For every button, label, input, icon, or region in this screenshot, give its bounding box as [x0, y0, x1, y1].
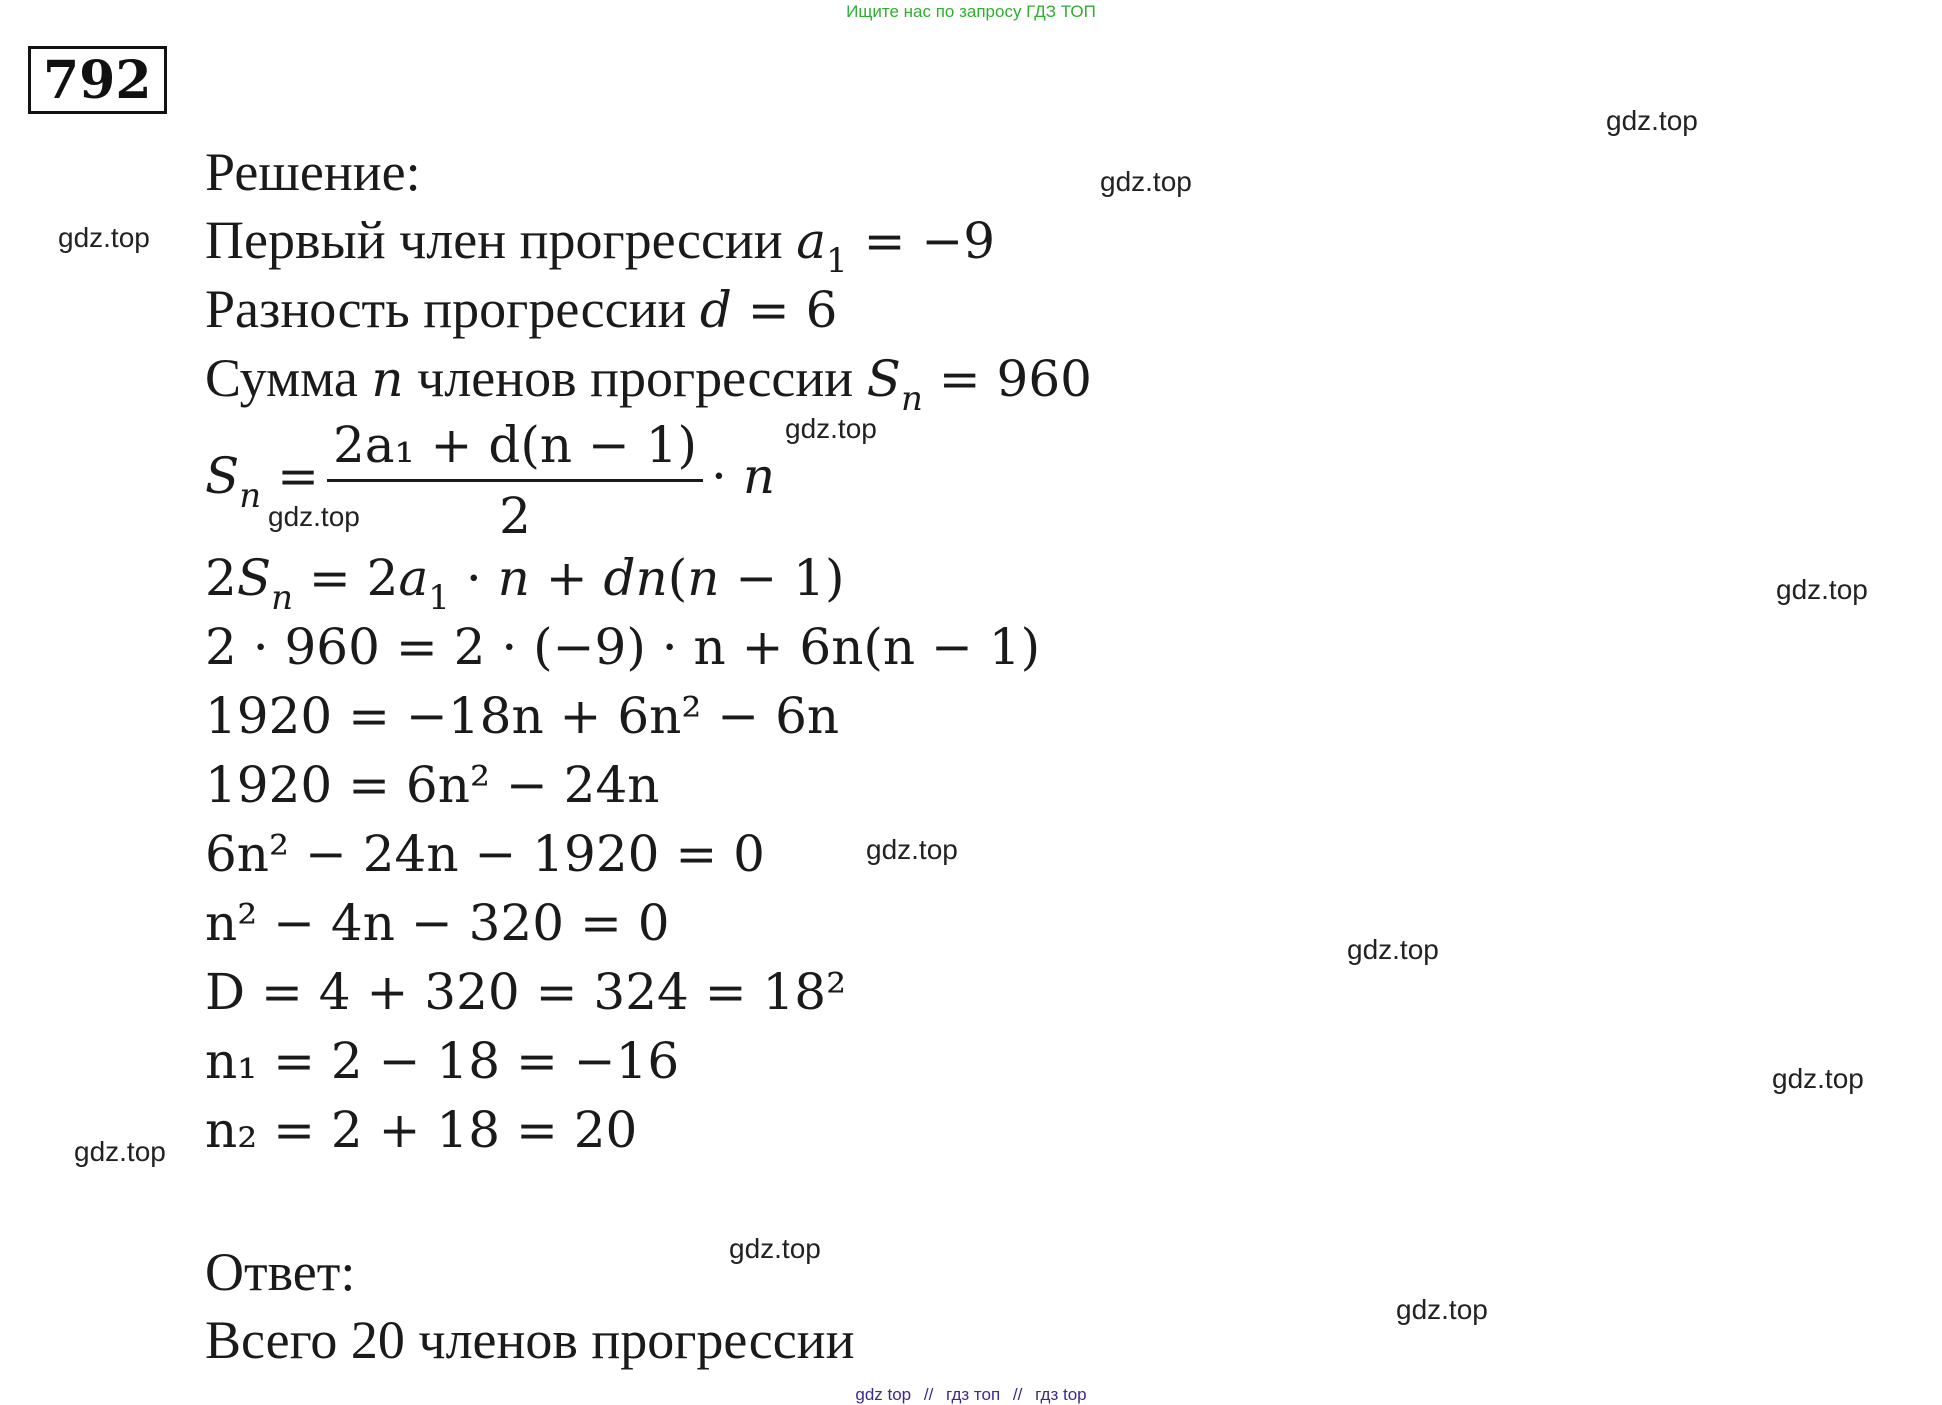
given-first-term-label: Первый член прогрессии: [205, 210, 797, 270]
problem-number-badge: 792: [28, 46, 167, 114]
watermark: gdz.top: [1606, 105, 1698, 136]
footer-link[interactable]: gdz top: [855, 1385, 912, 1404]
equation-expanded: 1920 = −18n + 6n² − 6n: [205, 687, 840, 745]
given-sum-label-a: Сумма: [205, 348, 372, 408]
footer-separator: //: [1012, 1385, 1023, 1404]
fraction-numerator: 2a₁ + d(n − 1): [332, 416, 698, 474]
equation-simplified: 1920 = 6n² − 24n: [205, 756, 660, 814]
footer-link[interactable]: гдз top: [1035, 1385, 1087, 1404]
equation-quadratic: 6n² − 24n − 1920 = 0: [205, 825, 765, 883]
sn-value: 960: [996, 350, 1092, 408]
watermark: gdz.top: [1772, 1063, 1864, 1094]
given-difference-label: Разность прогрессии: [205, 279, 700, 339]
watermark: gdz.top: [1100, 166, 1192, 197]
answer-text: Всего 20 членов прогрессии: [205, 1310, 855, 1370]
equation-substituted: 2 · 960 = 2 · (−9) · n + 6n(n − 1): [205, 618, 1041, 676]
solution-heading: Решение:: [205, 142, 421, 202]
root-n1: n₁ = 2 − 18 = −16: [205, 1032, 680, 1090]
given-first-term: Первый член прогрессии $a_1 = -9$: [205, 210, 996, 281]
d-value: 6: [805, 281, 838, 339]
equation-doubled: $2S_n = 2a_1 \cdot n + dn(n - 1)$: [205, 549, 845, 618]
equation-reduced: n² − 4n − 320 = 0: [205, 894, 670, 952]
given-sum-label-b: членов прогрессии: [403, 348, 867, 408]
sum-formula-fraction: [327, 415, 703, 546]
equation-discriminant: D = 4 + 320 = 324 = 18²: [205, 963, 847, 1021]
footer-link[interactable]: гдз топ: [946, 1385, 1001, 1404]
watermark: gdz.top: [1347, 934, 1439, 965]
given-sum: Сумма n членов прогрессии $S_n = 960$: [205, 348, 1092, 419]
root-n2: n₂ = 2 + 18 = 20: [205, 1101, 638, 1159]
watermark: gdz.top: [1396, 1294, 1488, 1325]
fraction-denominator: 2: [499, 487, 531, 545]
footer-separator: //: [923, 1385, 934, 1404]
header-note: Ищите нас по запросу ГДЗ ТОП: [846, 2, 1096, 21]
footer-links: [0, 1385, 1942, 1405]
sum-formula: $S_n$ = $\frac{\text{2a₁ + d(n − 1)}}{2}$ · n: [205, 416, 776, 545]
watermark: gdz.top: [785, 413, 877, 444]
watermark: gdz.top: [268, 501, 360, 532]
a1-value: −9: [921, 212, 996, 270]
watermark: gdz.top: [866, 834, 958, 865]
answer-heading: Ответ:: [205, 1242, 356, 1302]
given-difference: Разность прогрессии d = 6: [205, 279, 838, 339]
watermark: gdz.top: [74, 1136, 166, 1167]
watermark: gdz.top: [58, 222, 150, 253]
watermark: gdz.top: [729, 1233, 821, 1264]
watermark: gdz.top: [1776, 574, 1868, 605]
